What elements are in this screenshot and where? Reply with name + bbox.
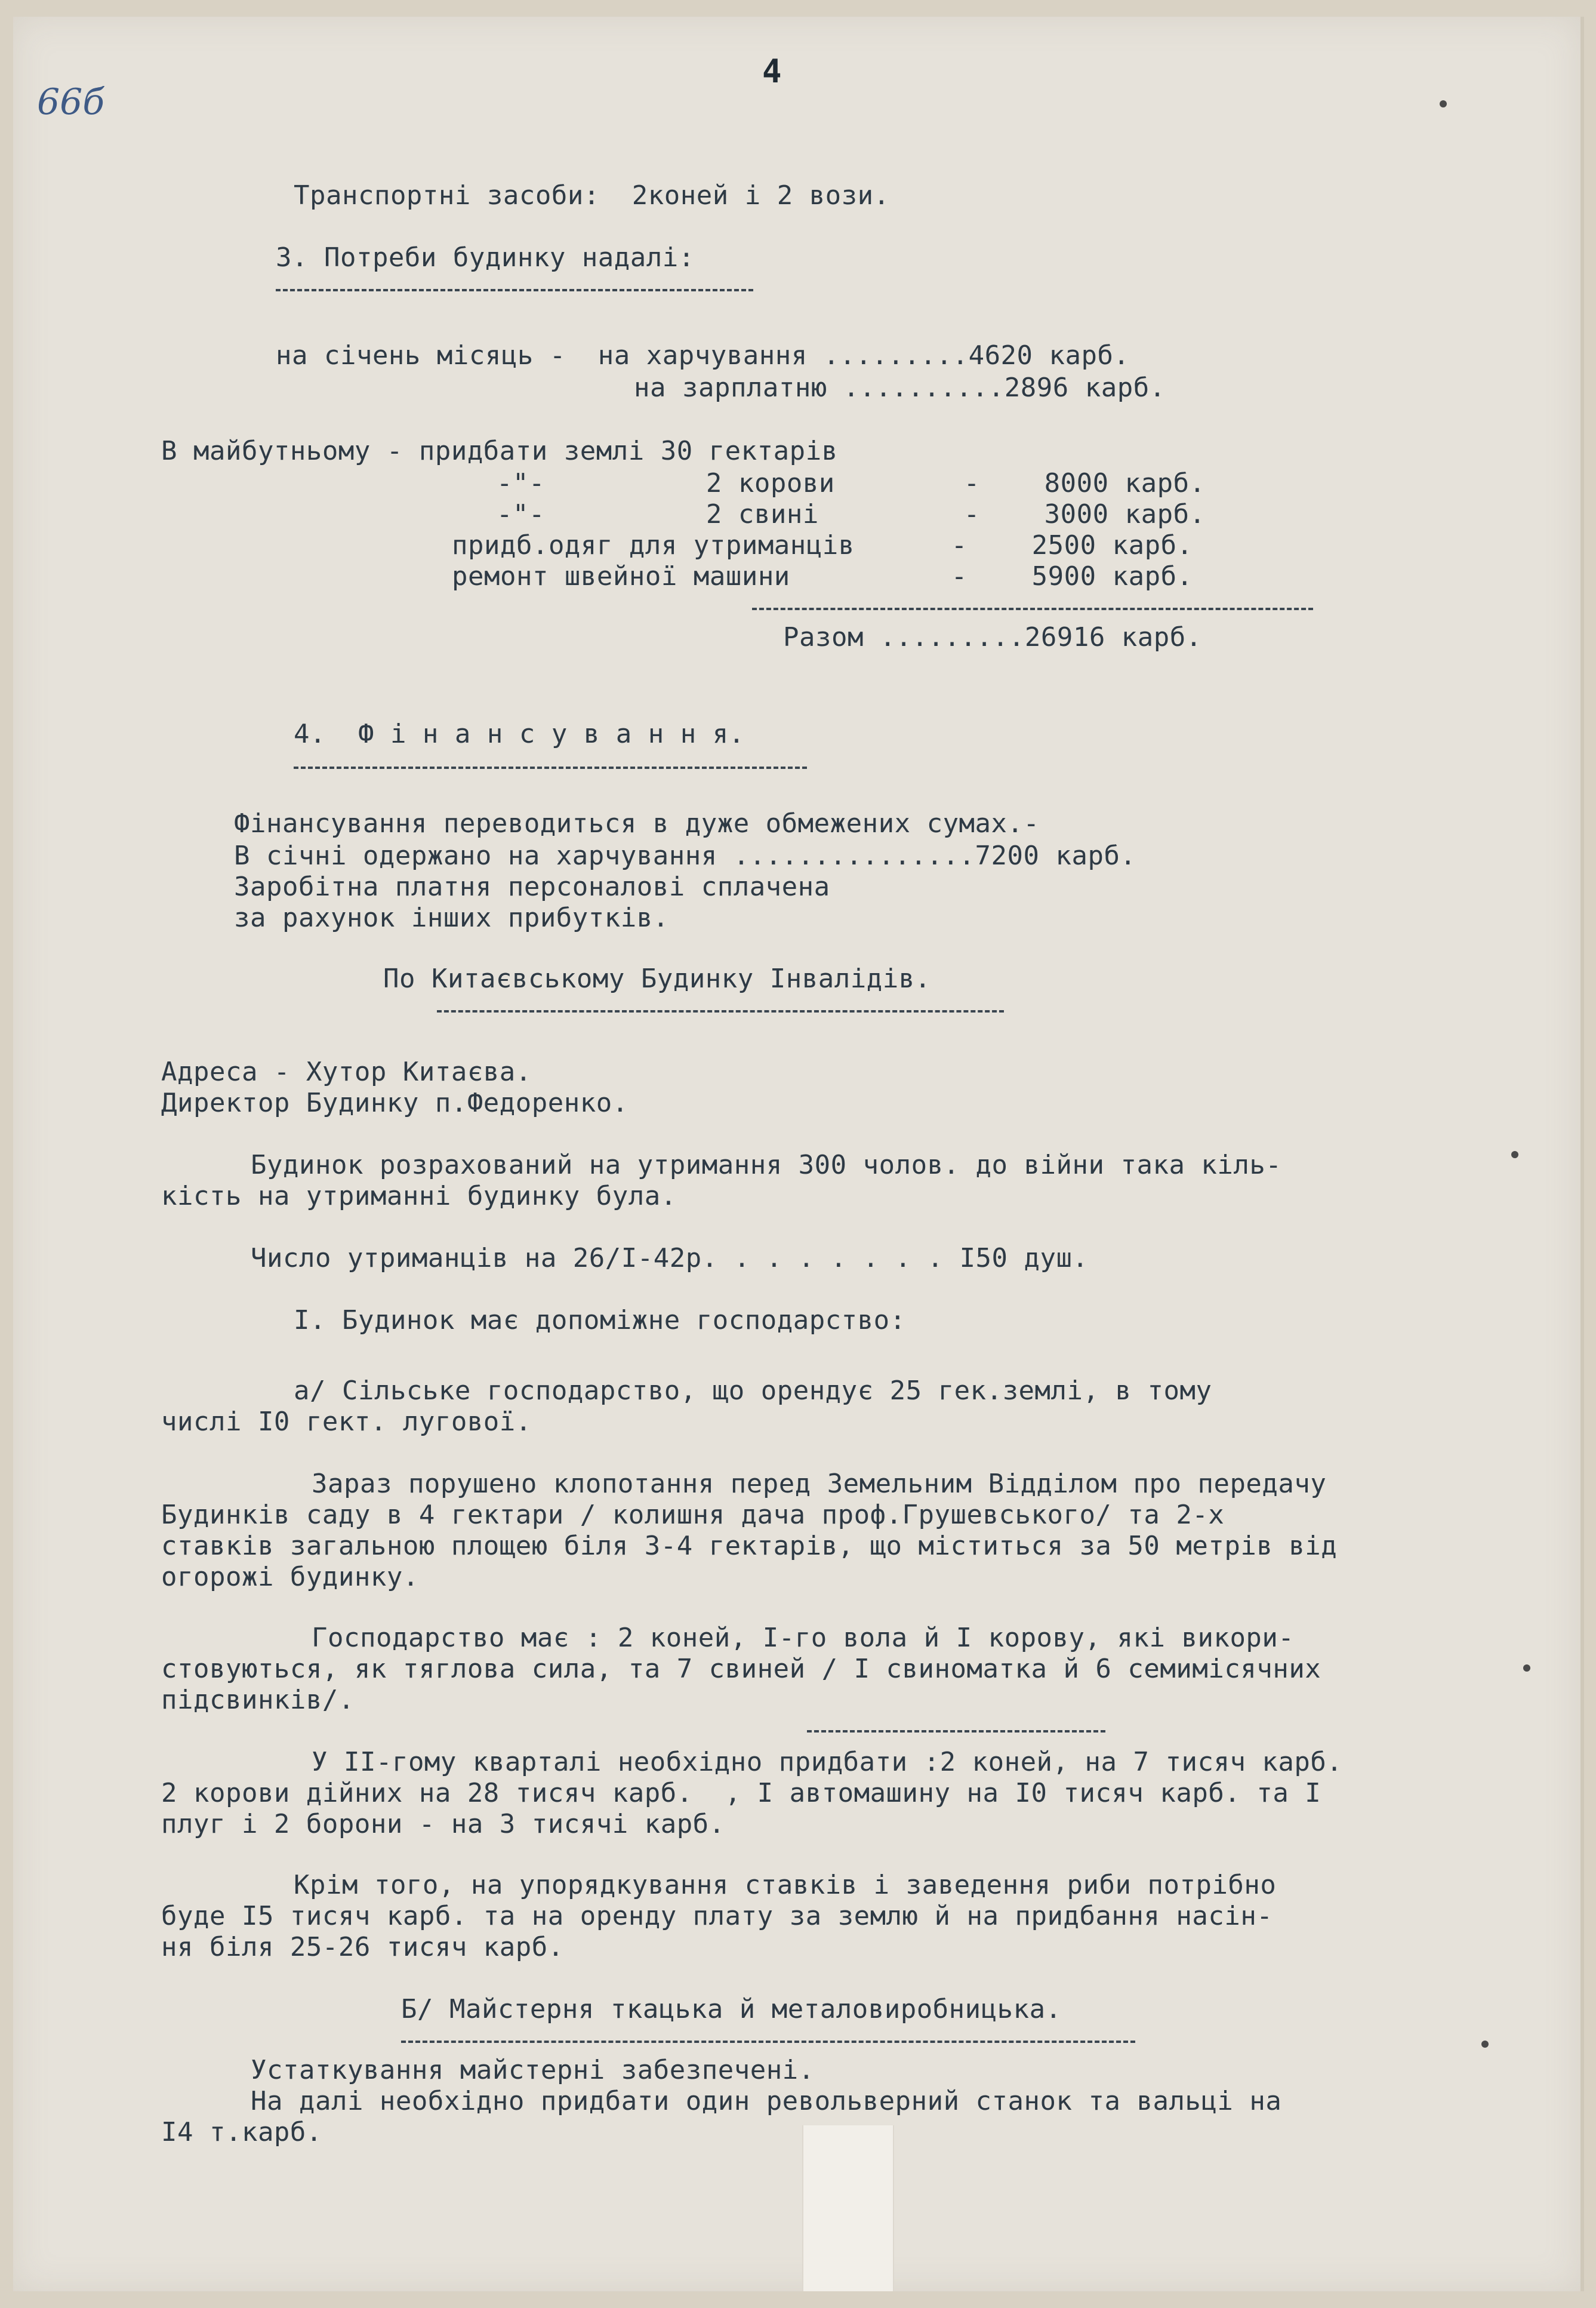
livestock-line-1: Господарство має : 2 коней, I-го вола й I корову, які викори- xyxy=(312,1623,1295,1653)
petition-line-1: Зараз порушено клопотання перед Земельним Відділом про передачу xyxy=(312,1469,1327,1499)
fish-line-2: буде I5 тисяч карб. та на оренду плату за землю й на придбання насін- xyxy=(161,1901,1273,1931)
kitaev-heading: По Китаєвському Будинку Інвалідів. xyxy=(383,964,931,994)
section-4-heading: 4. Ф і н а н с у в а н н я. xyxy=(294,719,745,749)
cows-line: -"- 2 корови - 8000 карб. xyxy=(497,468,1206,498)
clothes-line: придб.одяг для утриманців - 2500 карб. xyxy=(452,530,1193,561)
address-line: Адреса - Хутор Китаєва. xyxy=(161,1057,532,1087)
agriculture-line-1: а/ Сільське господарство, що орендує 25 гек.землі, в тому xyxy=(294,1375,1212,1406)
fish-line-3: ня біля 25-26 тисяч карб. xyxy=(161,1932,564,1962)
page-number: 4 xyxy=(762,53,782,90)
kitaev-underline xyxy=(437,1010,1004,1013)
residents-count-line: Число утриманців на 26/I-42р. . . . . . . . I50 душ. xyxy=(251,1243,1089,1273)
fish-line-1: Крім того, на упорядкування ставків і заведення риби потрібно xyxy=(294,1870,1277,1900)
equipment-line-2: На далі необхідно придбати один револьверний станок та вальці на xyxy=(251,2086,1282,2116)
section-3-underline xyxy=(276,289,753,291)
financing-line-1: Фінансування переводиться в дуже обмежених сумах.- xyxy=(234,808,1040,839)
total-separator xyxy=(752,608,1313,610)
stray-dash-line xyxy=(807,1730,1105,1732)
equipment-line-1: Устаткування майстерні забезпечені. xyxy=(251,2055,815,2085)
machine-repair-line: ремонт швейної машини - 5900 карб. xyxy=(452,561,1193,592)
workshop-heading: Б/ Майстерня ткацька й металовиробницька. xyxy=(401,1994,1062,2024)
equipment-line-3: I4 т.карб. xyxy=(161,2117,322,2147)
binding-hole xyxy=(1523,1664,1530,1672)
capacity-line-2: кість на утриманні будинку була. xyxy=(161,1181,677,1211)
auxiliary-farm-line: I. Будинок має допоміжне господарство: xyxy=(294,1305,906,1335)
quarter2-line-1: У II-гому кварталі необхідно придбати :2 коней, на 7 тисяч карб. xyxy=(312,1747,1343,1777)
january-salary-line: на зарплатню ..........2896 карб. xyxy=(634,373,1166,403)
petition-line-4: огорожі будинку. xyxy=(161,1562,419,1592)
section-4-underline xyxy=(294,767,807,769)
capacity-line-1: Будинок розрахований на утримання 300 чолов. до війни така кіль- xyxy=(251,1150,1282,1180)
workshop-underline xyxy=(401,2041,1135,2043)
archive-page-mark: 66б xyxy=(37,81,104,123)
document-page xyxy=(13,17,1584,2291)
petition-line-2: Будинків саду в 4 гектари / колишня дача проф.Грушевського/ та 2-х xyxy=(161,1500,1225,1530)
binding-hole xyxy=(1440,100,1447,107)
financing-line-2: В січні одержано на харчування ...............7200 карб. xyxy=(234,841,1136,871)
future-land-line: В майбутньому - придбати землі 30 гектарів xyxy=(161,436,838,466)
binding-hole xyxy=(1481,2041,1489,2048)
section-3-heading: 3. Потреби будинку надалі: xyxy=(276,242,695,273)
livestock-line-3: підсвинків/. xyxy=(161,1685,355,1715)
quarter2-line-2: 2 корови дійних на 28 тисяч карб. , I автомашину на I0 тисяч карб. та I xyxy=(161,1778,1321,1808)
director-line: Директор Будинку п.Федоренко. xyxy=(161,1088,628,1118)
binding-hole xyxy=(1511,1151,1518,1158)
financing-line-3: Заробітна платня персоналові сплачена xyxy=(234,872,830,902)
total-line: Разом .........26916 карб. xyxy=(783,622,1202,653)
financing-line-4: за рахунок інших прибутків. xyxy=(234,903,669,933)
petition-line-3: ставків загальною площею біля 3-4 гектарів, що міститься за 50 метрів від xyxy=(161,1531,1338,1561)
pigs-line: -"- 2 свині - 3000 карб. xyxy=(497,499,1206,530)
agriculture-line-2: числі I0 гект. лугової. xyxy=(161,1407,532,1437)
quarter2-line-3: плуг і 2 борони - на 3 тисячі карб. xyxy=(161,1809,725,1839)
paper-tape-strip xyxy=(802,2125,894,2291)
livestock-line-2: стовуються, як тяглова сила, та 7 свиней / I свиноматка й 6 семимісячних xyxy=(161,1654,1321,1684)
january-food-line: на січень місяць - на харчування .........4620 карб. xyxy=(276,340,1130,371)
transport-line: Транспортні засоби: 2коней і 2 вози. xyxy=(294,180,890,211)
